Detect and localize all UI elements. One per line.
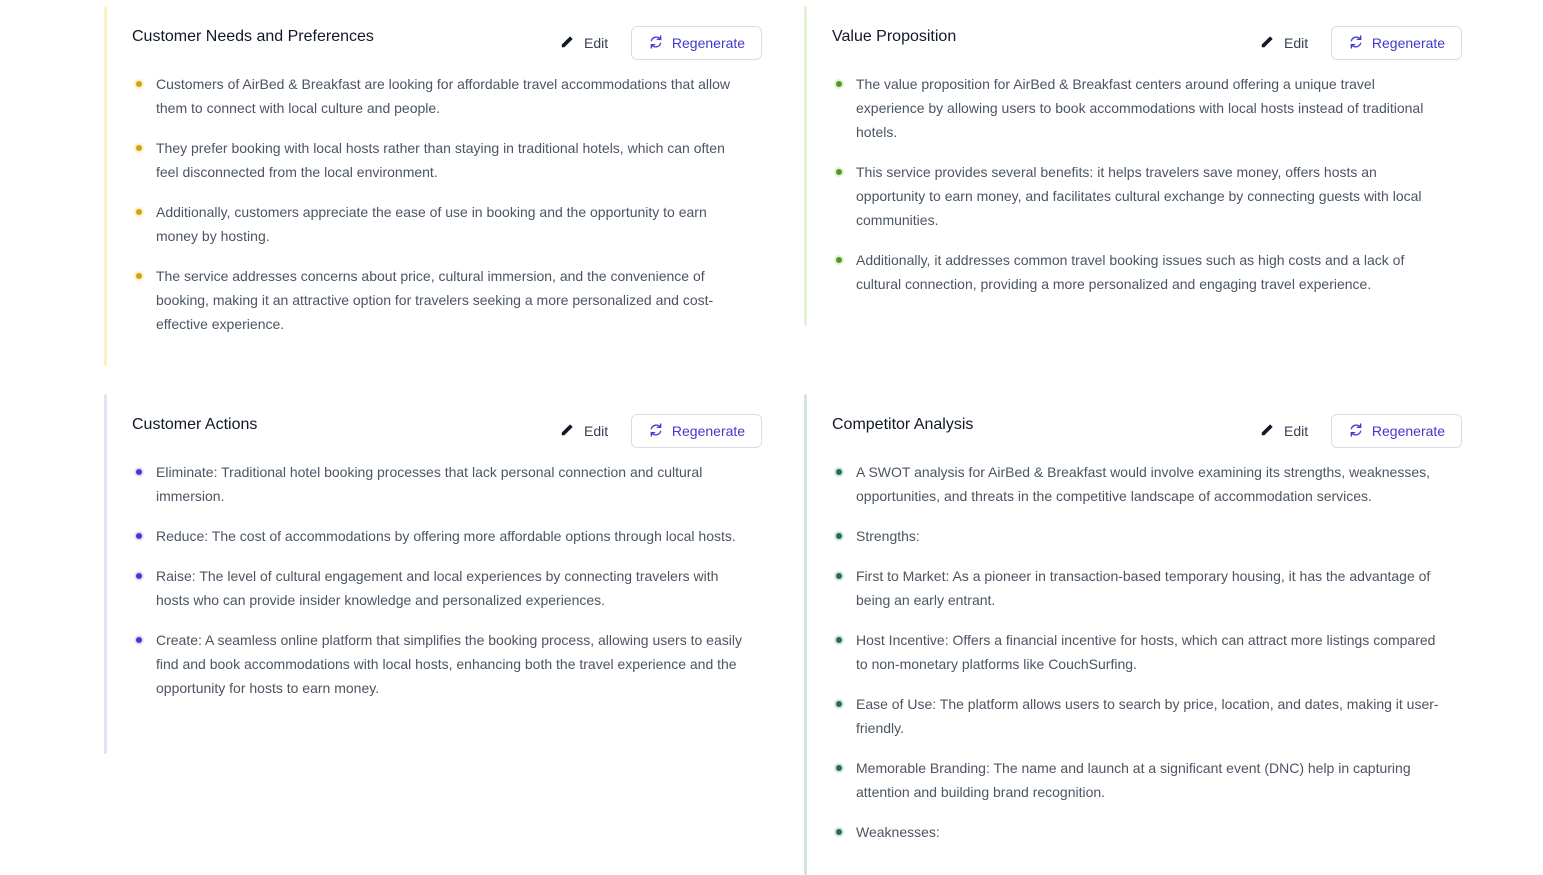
list-item [832, 628, 1444, 676]
list-item [132, 136, 742, 184]
dot-icon [834, 79, 844, 89]
list-item-text: They prefer booking with local hosts rather than staying in traditional hotels, which can often feel disconnected from the local environment. [156, 140, 725, 180]
card-customer-needs [104, 6, 774, 366]
dot-icon [834, 167, 844, 177]
list-item-text: Reduce: The cost of accommodations by offering more affordable options through local hosts. [156, 528, 736, 544]
list-item [832, 756, 1444, 804]
list-item-text: Memorable Branding: The name and launch at a significant event (DNC) help in capturing attention and building brand recognition. [856, 760, 1411, 800]
card-value-proposition [804, 6, 1474, 326]
edit-button[interactable] [560, 414, 608, 448]
list-item-text: Create: A seamless online platform that simplifies the booking process, allowing users to easily find and book accommodations with local hosts, enhancing both the travel experience and the opportunity for hosts to earn money. [156, 632, 742, 696]
list-item [832, 72, 1444, 144]
dot-icon [134, 79, 144, 89]
card-title: Competitor Analysis [832, 416, 974, 433]
list-item-text: Raise: The level of cultural engagement and local experiences by connecting travelers with hosts who can provide insider knowledge and personalized experiences. [156, 568, 719, 608]
list-item [832, 820, 1444, 844]
dot-icon [834, 467, 844, 477]
list-item-text: The value proposition for AirBed & Breakfast centers around offering a unique travel experience by allowing users to book accommodations with local hosts instead of traditional hotels. [856, 76, 1424, 140]
list-item-text: Additionally, customers appreciate the ease of use in booking and the opportunity to earn money by hosting. [156, 204, 707, 244]
edit-label: Edit [584, 423, 609, 439]
pencil-icon [1260, 35, 1274, 52]
dot-icon [134, 207, 144, 217]
card-header [804, 394, 1474, 454]
refresh-icon [1348, 34, 1364, 53]
dot-icon [134, 571, 144, 581]
list-item [832, 692, 1444, 740]
list-item [132, 460, 744, 508]
card-header [104, 6, 774, 66]
dot-icon [134, 271, 144, 281]
list-item [832, 564, 1444, 612]
list-item [132, 200, 742, 248]
refresh-icon [1348, 422, 1364, 441]
list-item-text: This service provides several benefits: it helps travelers save money, offers hosts an opportunity to earn money, and facilitates cultural exchange by connecting guests with local communities. [856, 164, 1422, 228]
regenerate-label: Regenerate [1371, 35, 1446, 51]
list-item-text: Strengths: [856, 528, 920, 544]
pencil-icon [1260, 423, 1274, 440]
regenerate-label: Regenerate [671, 423, 746, 439]
edit-button[interactable] [1260, 26, 1308, 60]
dot-icon [834, 531, 844, 541]
list-item-text: First to Market: As a pioneer in transaction-based temporary housing, it has the advantage of being an early entrant. [856, 568, 1431, 608]
refresh-icon [648, 422, 664, 441]
list-item-text: Customers of AirBed & Breakfast are looking for affordable travel accommodations that allow them to connect with local culture and people. [156, 76, 731, 116]
dot-icon [834, 699, 844, 709]
list-item-text: Additionally, it addresses common travel booking issues such as high costs and a lack of cultural connection, providing a more personalized and engaging travel experience. [856, 252, 1405, 292]
regenerate-button[interactable] [631, 26, 762, 60]
dot-icon [134, 143, 144, 153]
dot-icon [834, 827, 844, 837]
bullet-list [132, 72, 742, 352]
list-item-text: Weaknesses: [856, 824, 940, 840]
list-item [832, 248, 1444, 296]
dot-icon [134, 531, 144, 541]
edit-label: Edit [584, 35, 609, 51]
dot-icon [134, 635, 144, 645]
edit-label: Edit [1284, 35, 1309, 51]
regenerate-button[interactable] [1331, 26, 1462, 60]
list-item [132, 264, 742, 336]
list-item [832, 524, 1444, 548]
dot-icon [834, 763, 844, 773]
regenerate-label: Regenerate [1371, 423, 1446, 439]
bullet-list [132, 460, 744, 716]
pencil-icon [560, 35, 574, 52]
regenerate-button[interactable] [631, 414, 762, 448]
list-item-text: The service addresses concerns about price, cultural immersion, and the convenience of booking, making it an attractive option for travelers seeking a more personalized and cost-effective experience. [156, 268, 714, 332]
edit-button[interactable] [1260, 414, 1308, 448]
card-competitor-analysis [804, 394, 1474, 875]
card-title: Customer Actions [132, 416, 258, 433]
list-item [132, 564, 744, 612]
list-item-text: A SWOT analysis for AirBed & Breakfast would involve examining its strengths, weaknesses, opportunities, and threats in the competitive landscape of accommodation services. [856, 464, 1430, 504]
dot-icon [834, 571, 844, 581]
dot-icon [834, 255, 844, 265]
dot-icon [834, 635, 844, 645]
list-item-text: Eliminate: Traditional hotel booking processes that lack personal connection and cultural immersion. [156, 464, 703, 504]
list-item [832, 160, 1444, 232]
list-item [832, 460, 1444, 508]
list-item [132, 628, 744, 700]
list-item [132, 72, 742, 120]
refresh-icon [648, 34, 664, 53]
card-customer-actions [104, 394, 774, 754]
dot-icon [134, 467, 144, 477]
list-item-text: Ease of Use: The platform allows users to search by price, location, and dates, making it user-friendly. [856, 696, 1439, 736]
card-accent-bar [804, 394, 807, 875]
card-header [104, 394, 774, 454]
bullet-list [832, 460, 1444, 860]
card-title: Value Proposition [832, 28, 957, 45]
card-header [804, 6, 1474, 66]
list-item-text: Host Incentive: Offers a financial incentive for hosts, which can attract more listings compared to non-monetary platforms like CouchSurfing. [856, 632, 1436, 672]
bullet-list [832, 72, 1444, 312]
edit-button[interactable] [560, 26, 608, 60]
regenerate-button[interactable] [1331, 414, 1462, 448]
edit-label: Edit [1284, 423, 1309, 439]
card-title: Customer Needs and Preferences [132, 28, 374, 45]
list-item [132, 524, 744, 548]
pencil-icon [560, 423, 574, 440]
regenerate-label: Regenerate [671, 35, 746, 51]
